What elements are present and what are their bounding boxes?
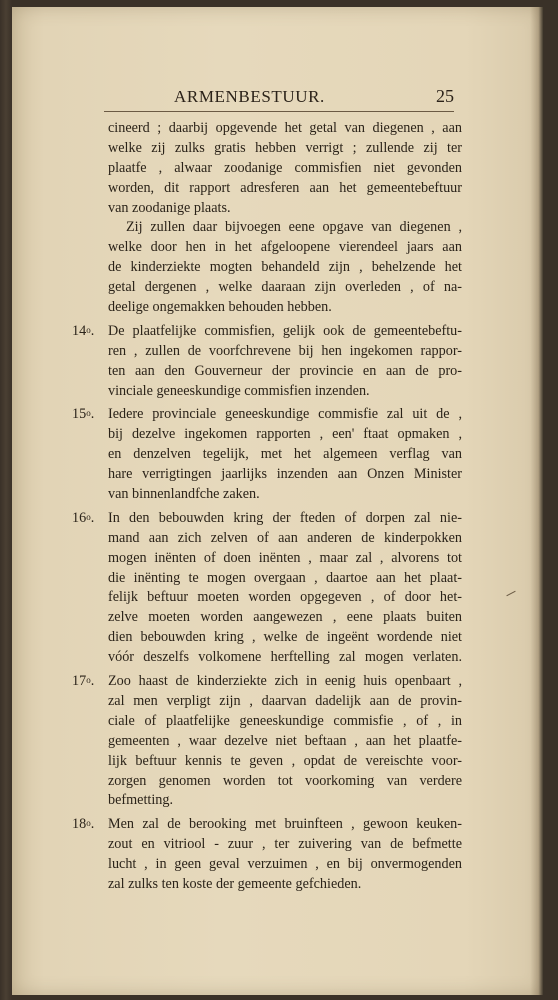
text-line: welke door hen in het afgeloopene vierendeel jaars aan xyxy=(108,239,462,256)
text-line: plaatfe , alwaar zoodanige commisfien niet gevonden xyxy=(108,159,462,176)
text-line: ten aan den Gouverneur der provincie en aan de pro- xyxy=(108,362,462,379)
article-number: 15$^o$. xyxy=(72,406,95,423)
article-18 xyxy=(72,815,462,895)
text-line: ciale of plaatfelijke geneeskundige commisfie , of , in xyxy=(108,712,462,729)
text-line: zorgen genomen worden tot voorkoming van verdere xyxy=(108,772,462,789)
text-line: Zij zullen daar bijvoegen eene opgave van diegenen , xyxy=(126,219,462,236)
article-number: 14$^o$. xyxy=(72,322,95,339)
text-line: van binnenlandfche zaken. xyxy=(108,486,260,503)
text-line: De plaatfelijke commisfien, gelijk ook de gemeentebeftu- xyxy=(108,322,462,339)
text-line: deelige ongemakken behouden hebben. xyxy=(108,299,332,316)
text-line: bij dezelve ingekomen rapporten , een' ftaat opmaken , xyxy=(108,426,462,443)
margin-mark xyxy=(506,591,515,597)
text-line: mogen inënten of doen inënten , maar zal , alvorens tot xyxy=(108,549,462,566)
text-line: welke zij zulks gratis hebben verrigt ; zullende zij ter xyxy=(108,139,462,156)
article-number: 18$^o$. xyxy=(72,816,95,833)
page-edge-shadow xyxy=(530,7,544,995)
text-line: befmetting. xyxy=(108,792,174,809)
article-17 xyxy=(72,672,462,811)
running-title: ARMENBESTUUR. xyxy=(174,87,325,106)
article-15 xyxy=(72,405,462,504)
page-number: 25 xyxy=(436,86,454,106)
page-body xyxy=(72,119,462,895)
continued-paragraph xyxy=(72,119,462,218)
continued-paragraph-2 xyxy=(72,218,462,317)
text-line: de kinderziekte mogten behandeld zijn , behelzende het xyxy=(108,259,462,276)
text-line: van zoodanige plaats. xyxy=(108,199,231,216)
text-line: zal men verpligt zijn , daarvan dadelijk aan de provin- xyxy=(108,692,462,709)
page-header xyxy=(104,83,454,113)
text-line: cineerd ; daarbij opgevende het getal van diegenen , aan xyxy=(108,120,462,136)
article-number: 16$^o$. xyxy=(72,509,95,526)
text-line: gemeenten , waar dezelve niet beftaan , aan het plaatfe- xyxy=(108,732,462,749)
text-line: mand aan zich zelven of aan anderen de kinderpokken xyxy=(108,529,462,546)
book-page xyxy=(12,7,544,995)
text-line: In den bebouwden kring der fteden of dorpen zal nie- xyxy=(108,509,462,526)
text-line: felijk beftuur moeten worden opgegeven , of door het- xyxy=(108,589,462,606)
text-line: Zoo haast de kinderziekte zich in eenig huis openbaart , xyxy=(108,673,462,690)
article-number: 17$^o$. xyxy=(72,673,95,690)
article-14 xyxy=(72,322,462,402)
text-line: Iedere provinciale geneeskundige commisfie zal uit de , xyxy=(108,406,462,423)
header-rule xyxy=(104,111,454,112)
article-16 xyxy=(72,509,462,668)
text-line: hare verrigtingen jaarlijks inzenden aan Onzen Minister xyxy=(108,466,462,483)
text-line: dien bebouwden kring , welke de ingeënt wordende niet xyxy=(108,629,462,646)
text-line: zout en vitriool - zuur , ter zuivering van de befmette xyxy=(108,836,462,853)
text-line: zelve moeten worden aangewezen , eene plaats buiten xyxy=(108,609,462,626)
text-line: Men zal de berooking met bruinfteen , gewoon keuken- xyxy=(108,816,462,833)
text-line: worden, dit rapport adresferen aan het gemeentebeftuur xyxy=(108,179,462,196)
text-line: vóór deszelfs volkomene herftelling zal mogen verlaten. xyxy=(108,649,462,666)
text-line: en denzelven tegelijk, met het algemeen verflag van xyxy=(108,446,462,463)
text-line: zal zulks ten koste der gemeente gefchieden. xyxy=(108,875,362,892)
text-line: lijk beftuur kennis te geven , opdat de vereischte voor- xyxy=(108,752,462,769)
text-line: die inënting te mogen overgaan , daartoe aan het plaat- xyxy=(108,569,462,586)
text-line: ren , zullen de voorfchrevene bij hen ingekomen rappor- xyxy=(108,342,462,359)
text-line: vinciale geneeskundige commisfien inzenden. xyxy=(108,382,370,399)
text-line: getal dergenen , welke daaraan zijn overleden , of na- xyxy=(108,279,462,296)
text-line: lucht , in geen geval verzuimen , en bij onvermogenden xyxy=(108,856,462,873)
